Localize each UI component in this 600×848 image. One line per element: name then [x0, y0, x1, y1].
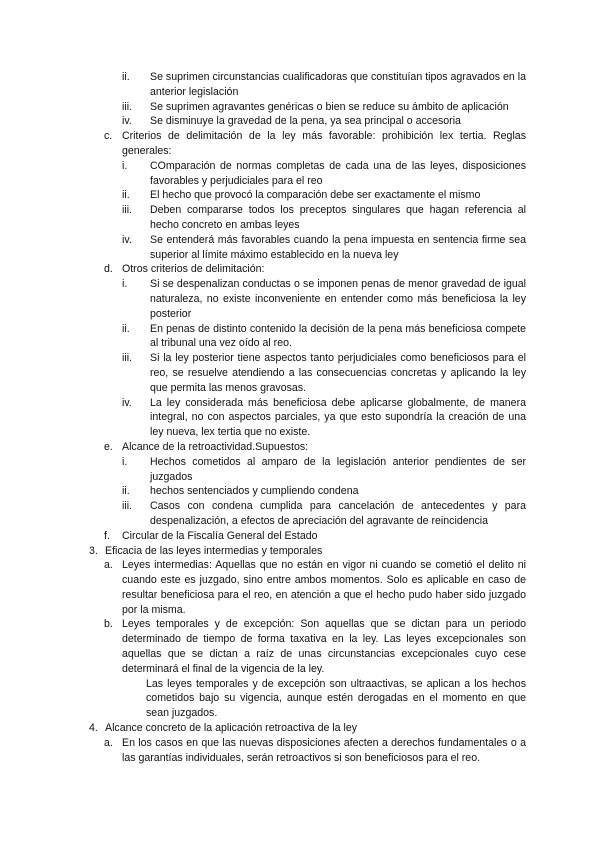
list-text: Se suprimen agravantes genéricas o bien se reduce su ámbito de aplicación — [150, 100, 509, 113]
list-item — [0, 440, 600, 455]
list-text: Criterios de delimitación de la ley más favorable: prohibición lex tertia. Reglas generales: — [122, 130, 526, 157]
list-marker: iii. — [122, 352, 133, 365]
list-item — [0, 70, 600, 100]
list-marker: ii. — [122, 71, 130, 83]
list-marker: f. — [104, 529, 110, 542]
list-item — [0, 233, 600, 263]
list-marker: iv. — [122, 115, 132, 128]
list-marker: ii. — [122, 322, 130, 335]
list-item — [0, 277, 600, 321]
list-text: Otros criterios de delimitación: — [122, 263, 265, 276]
list-text: Si la ley posterior tiene aspectos tanto perjudiciales como beneficiosos para el reo, se resuelve atendiendo a las consecuencias concretas y aplicando la ley que permita las menos gravosas. — [150, 352, 526, 394]
list-text: Eficacia de las leyes intermedias y temporales — [105, 544, 323, 557]
list-marker: e. — [104, 440, 113, 453]
list-text: En los casos en que las nuevas disposiciones afecten a derechos fundamentales o a las garantías individuales, serán retroactivos si son beneficiosos para el reo. — [122, 736, 526, 764]
list-marker: i. — [122, 455, 128, 468]
list-item — [0, 129, 600, 159]
list-item — [0, 529, 600, 544]
document-page — [0, 70, 600, 765]
list-item — [0, 159, 600, 189]
list-marker: ii. — [122, 485, 130, 498]
list-marker: a. — [104, 559, 113, 572]
list-marker: iv. — [122, 396, 132, 409]
list-text: Alcance concreto de la aplicación retroactiva de la ley — [105, 722, 358, 735]
list-item — [0, 736, 600, 766]
list-marker: b. — [104, 618, 113, 631]
list-text: Se disminuye la gravedad de la pena, ya sea principal o accesoria — [150, 115, 461, 128]
list-item — [0, 484, 600, 499]
list-text: Hechos cometidos al amparo de la legislación anterior pendientes de ser juzgados — [150, 455, 526, 483]
list-text: Se entenderá más favorables cuando la pena impuesta en sentencia firme sea superior al límite máximo establecido en la nueva ley — [150, 233, 526, 261]
paragraph — [0, 677, 600, 721]
list-item — [0, 322, 600, 352]
section-heading — [0, 544, 600, 559]
list-text: El hecho que provocó la comparación debe ser exactamente el mismo — [150, 189, 481, 202]
list-marker: iii. — [122, 100, 133, 113]
list-item — [0, 455, 600, 485]
list-marker: 3. — [89, 544, 98, 557]
list-text: En penas de distinto contenido la decisión de la pena más beneficiosa compete al tribunal una vez oído al reo. — [150, 322, 526, 350]
list-item — [0, 396, 600, 440]
section-heading — [0, 721, 600, 736]
list-item — [0, 617, 600, 676]
list-text: Si se despenalizan conductas o se imponen penas de menor gravedad de igual naturaleza, no existe inconveniente en entender como más beneficiosa la ley posterior — [150, 278, 526, 320]
list-text: La ley considerada más beneficiosa debe aplicarse globalmente, de manera integral, no con aspectos parciales, ya que esto supondría la creación de una ley nueva, lex tertia que no existe. — [150, 396, 526, 439]
list-item — [0, 499, 600, 529]
list-text: Deben compararse todos los preceptos singulares que hagan referencia al hecho concreto en ambas leyes — [150, 204, 526, 231]
list-marker: iii. — [122, 500, 133, 513]
list-marker: d. — [104, 263, 113, 276]
list-text: Circular de la Fiscalía General del Estado — [122, 529, 318, 542]
list-item — [0, 114, 600, 129]
list-text: Casos con condena cumplida para cancelación de antecedentes y para despenalización, a efectos de apreciación del agravante de reincidencia — [150, 500, 526, 527]
list-item — [0, 262, 600, 277]
list-text: Se suprimen circunstancias cualificadoras que constituían tipos agravados en la anterior legislación — [150, 71, 526, 98]
list-text: COmparación de normas completas de cada una de las leyes, disposiciones favorables y perjudiciales para el reo — [150, 159, 526, 187]
list-text: Leyes intermedias: Aquellas que no están en vigor ni cuando se cometió el delito ni cuando este es juzgado, sino entre ambos momentos. Solo es aplicable en caso de resultar beneficiosa para el reo, en atención a que el hecho pudo haber sido juzgado por la misma. — [122, 559, 526, 616]
list-marker: iii. — [122, 204, 133, 217]
list-marker: c. — [104, 130, 113, 143]
list-text: hechos sentenciados y cumpliendo condena — [150, 485, 359, 498]
list-text: Leyes temporales y de excepción: Son aquellas que se dictan para un periodo determinado de tiempo de forma taxativa en la ley. Las leyes excepcionales son aquellas que se dictan a raíz de unas circunstancias excepcionales cuyo cese determinará el final de la vigencia de la ley. — [122, 618, 526, 675]
list-marker: 4. — [89, 722, 98, 735]
list-item — [0, 188, 600, 203]
list-text: Alcance de la retroactividad.Supuestos: — [122, 440, 309, 453]
list-marker: i. — [122, 278, 128, 291]
list-item — [0, 558, 600, 617]
list-item — [0, 351, 600, 395]
list-item — [0, 100, 600, 115]
list-item — [0, 203, 600, 233]
list-marker: ii. — [122, 189, 130, 202]
list-marker: iv. — [122, 233, 132, 246]
list-marker: a. — [104, 736, 113, 749]
list-marker: i. — [122, 159, 128, 172]
paragraph-text: Las leyes temporales y de excepción son ultraactivas, se aplican a los hechos cometidos bajo su vigencia, aunque estén derogadas en el momento en que sean juzgados. — [146, 677, 526, 720]
